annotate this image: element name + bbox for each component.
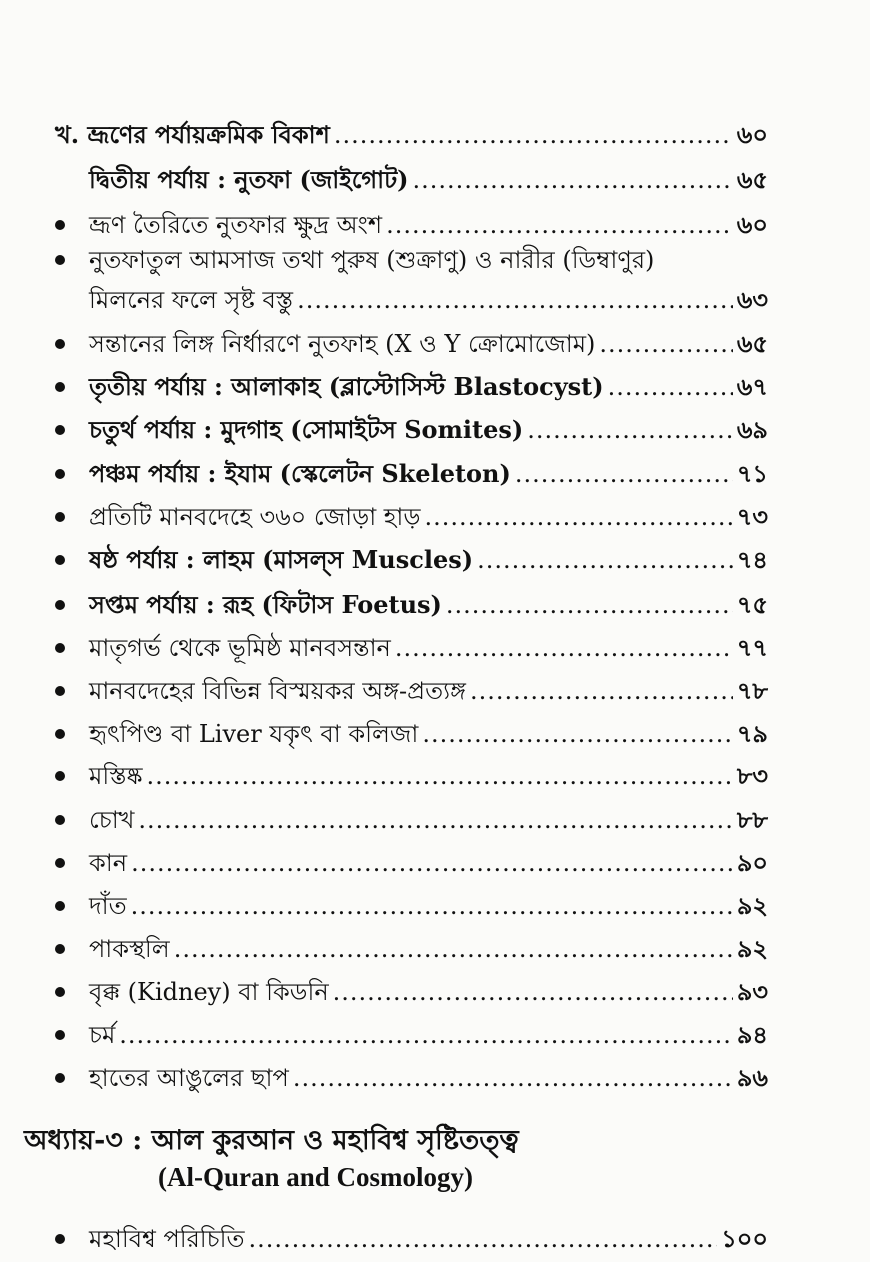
toc-entry (55, 457, 768, 491)
leader-dots (422, 717, 732, 751)
toc-entry-page: ৯৬ (736, 1063, 768, 1092)
toc-entry-label: হৃৎপিণ্ড বা Liver যকৃৎ বা কলিজা (89, 720, 419, 748)
leader-dots (334, 118, 733, 152)
bullet-icon (55, 1030, 65, 1040)
bullet-icon (55, 729, 65, 739)
toc-entry-page: ৬৭ (736, 372, 768, 401)
toc-entry (55, 975, 768, 1009)
toc-entry-page: ৭৩ (736, 502, 768, 531)
toc-entry (89, 283, 768, 317)
toc-entry (55, 327, 768, 361)
toc-entry-page: ৮৩ (736, 761, 768, 790)
toc-entry-label: চতুর্থ পর্যায় : মুদগাহ (সোমাইটস Somites) (89, 415, 524, 444)
bullet-icon (55, 815, 65, 825)
toc-entry (55, 674, 768, 708)
toc-entry-label: প্রতিটি মানবদেহে ৩৬০ জোড়া হাড় (89, 503, 421, 531)
toc-entry-label: পাকস্থলি (89, 935, 170, 963)
bullet-icon (55, 944, 65, 954)
toc-entry-page: ৬৫ (736, 165, 768, 194)
toc-entry (55, 1222, 768, 1256)
toc-entry (55, 118, 768, 152)
toc-entry (55, 413, 768, 447)
leader-dots (131, 846, 733, 880)
toc-entry-page: ৮৮ (736, 805, 768, 834)
bullet-icon (55, 1073, 65, 1083)
toc-entry-label: সপ্তম পর্যায় : রূহ (ফিটাস Foetus) (89, 590, 442, 619)
leader-dots (174, 932, 733, 966)
toc-entry-label: মাতৃগর্ভ থেকে ভূমিষ্ঠ মানবসন্তান (89, 634, 391, 662)
leader-dots (477, 543, 733, 577)
leader-dots (470, 674, 733, 708)
leader-dots (527, 413, 733, 447)
bullet-icon (55, 512, 65, 522)
bullet-icon (55, 425, 65, 435)
toc-entry-label: মানবদেহের বিভিন্ন বিস্ময়কর অঙ্গ-প্রত্যঙ্গ (89, 677, 466, 705)
toc-entry (55, 543, 768, 577)
toc-entry-label: চর্ম (89, 1021, 116, 1049)
toc-entry-page: ৭৯ (736, 719, 768, 748)
leader-dots (249, 1222, 718, 1256)
leader-dots (599, 327, 732, 361)
toc-entry (55, 631, 768, 665)
toc-entry-page: ৬৩ (736, 285, 768, 314)
bullet-icon (55, 255, 65, 265)
toc-entry-label: হাতের আঙুলের ছাপ (89, 1064, 289, 1092)
chapter-subtitle: (Al-Quran and Cosmology) (158, 1162, 474, 1192)
bullet-icon (55, 987, 65, 997)
toc-entry-page: ৬০ (736, 120, 768, 149)
toc-entry-label: মহাবিশ্ব পরিচিতি (89, 1225, 245, 1253)
leader-dots (147, 759, 733, 793)
toc-entry (55, 717, 768, 751)
toc-entry-page: ৯৩ (736, 977, 768, 1006)
toc-entry-page: ৭৪ (736, 545, 768, 574)
bullet-icon (55, 858, 65, 868)
leader-dots (131, 889, 733, 923)
leader-dots (386, 208, 733, 242)
leader-dots (413, 163, 733, 197)
toc-entry-label: ষষ্ঠ পর্যায় : লাহম (মাসল্স Muscles) (89, 545, 474, 574)
toc-entry-label: দ্বিতীয় পর্যায় : নুতফা (জাইগোট) (89, 165, 409, 194)
toc-entry-page: ৭৭ (736, 633, 768, 662)
toc-entry (55, 500, 768, 534)
toc-entry-page: ৯২ (736, 934, 768, 963)
leader-dots (395, 631, 733, 665)
leader-dots (297, 283, 733, 317)
toc-entry-label: দাঁত (89, 892, 127, 920)
toc-entry (55, 1061, 768, 1095)
toc-entry-page: ১০০ (721, 1224, 768, 1253)
leader-dots (425, 500, 733, 534)
toc-entry-label: চোখ (89, 806, 135, 834)
toc-entry-page: ৬০ (736, 210, 768, 239)
toc-entry (55, 208, 768, 242)
toc-entry-page: ৯৪ (736, 1020, 768, 1049)
bullet-icon (55, 643, 65, 653)
toc-entry-label: ভ্রূণ তৈরিতে নুতফার ক্ষুদ্র অংশ (89, 211, 383, 239)
toc-entry (55, 803, 768, 837)
toc-entry (55, 588, 768, 622)
leader-dots (293, 1061, 733, 1095)
bullet-icon (55, 555, 65, 565)
toc-entry (55, 889, 768, 923)
toc-entry-label: কান (89, 849, 128, 877)
leader-dots (119, 1018, 733, 1052)
toc-entry-first-line (55, 243, 768, 277)
toc-entry-label: খ. ভ্রূণের পর্যায়ক্রমিক বিকাশ (55, 120, 330, 149)
toc-entry-page: ৬৯ (736, 415, 768, 444)
toc-entry (55, 370, 768, 404)
chapter-heading: অধ্যায়-৩ : আল কুরআন ও মহাবিশ্ব সৃষ্টিতত্ত্ব (24, 1125, 519, 1156)
leader-dots (608, 370, 733, 404)
toc-entry-page: ৬৫ (736, 329, 768, 358)
bullet-icon (55, 901, 65, 911)
leader-dots (333, 975, 733, 1009)
toc-entry-page: ৭৫ (736, 590, 768, 619)
bullet-icon (55, 382, 65, 392)
toc-entry (55, 759, 768, 793)
toc-entry-label: সন্তানের লিঙ্গ নির্ধারণে নুতফাহ (X ও Y ক্রোমোজোম) (89, 330, 596, 358)
leader-dots (138, 803, 732, 837)
toc-entry-label: নুতফাতুল আমসাজ তথা পুরুষ (শুক্রাণু) ও নারীর (ডিম্বাণুর) (89, 246, 655, 274)
toc-entry-label: মিলনের ফলে সৃষ্ট বস্তু (89, 286, 294, 314)
toc-entry-label: বৃক্ক (Kidney) বা কিডনি (89, 978, 329, 1006)
bullet-icon (55, 771, 65, 781)
toc-entry-page: ৯২ (736, 891, 768, 920)
toc-entry (55, 932, 768, 966)
toc-entry-label: পঞ্চম পর্যায় : ইযাম (স্কেলেটন Skeleton) (89, 459, 511, 488)
bullet-icon (55, 600, 65, 610)
bullet-icon (55, 469, 65, 479)
toc-entry (55, 846, 768, 880)
toc-entry-page: ৭১ (736, 459, 768, 488)
toc-entry (89, 163, 768, 197)
toc-entry-label: মস্তিষ্ক (89, 762, 143, 790)
leader-dots (515, 457, 733, 491)
bullet-icon (55, 220, 65, 230)
toc-entry-page: ৭৮ (736, 676, 768, 705)
leader-dots (446, 588, 733, 622)
toc-entry (55, 1018, 768, 1052)
toc-entry-page: ৯০ (736, 848, 768, 877)
toc-entry-label: তৃতীয় পর্যায় : আলাকাহ (ব্লাস্টোসিস্ট Blastocyst) (89, 372, 604, 401)
bullet-icon (55, 339, 65, 349)
bullet-icon (55, 686, 65, 696)
bullet-icon (55, 1234, 65, 1244)
